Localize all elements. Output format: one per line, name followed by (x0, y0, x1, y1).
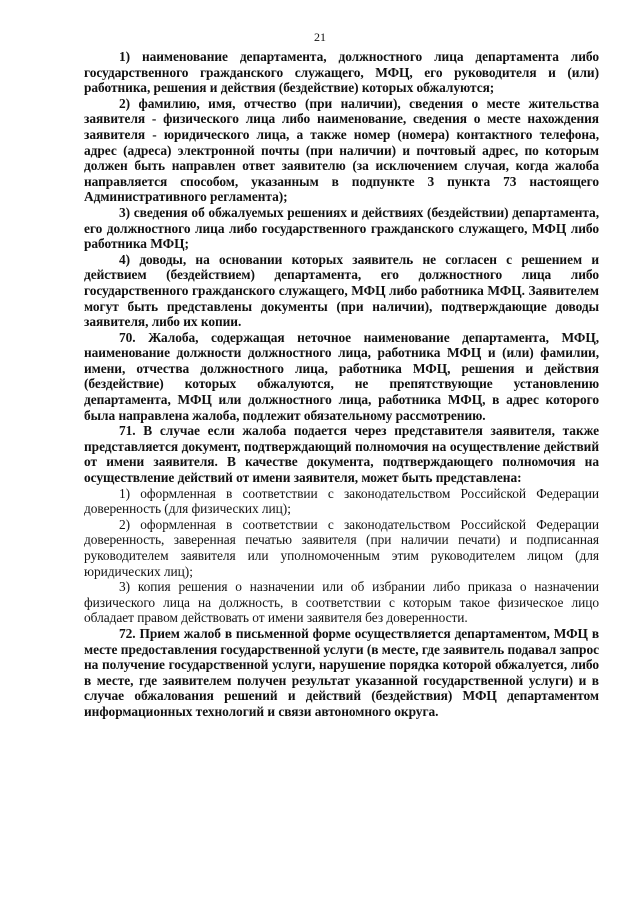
paragraph-71-item-1: 1) оформленная в соответствии с законодательством Российской Федерации доверенность (для физических лиц); (84, 485, 599, 517)
paragraph-71-item-3: 3) копия решения о назначении или об избрании либо приказа о назначении физического лица на должность, в соответствии с которым такое физическое лицо обладает правом действовать от имени заявителя без доверенности. (84, 579, 599, 626)
paragraph-item-1-department-name: 1) наименование департамента, должностного лица департамента либо государственного гражданского служащего, МФЦ, его руководителя и (или) работника, решения и действия (бездействие) которых обжалуются; (84, 49, 599, 96)
paragraph-clause-70: 70. Жалоба, содержащая неточное наименование департамента, МФЦ, наименование должности должностного лица, работника МФЦ и (или) фамилии, имени, отчества должностного лица, работника МФЦ, решения и действия (бездействие) которых обжалуются, не препятствующие установлению департамента, МФЦ или должностного лица, работника МФЦ, в адрес которого была направлена жалоба, подлежит обязательному рассмотрению. (84, 329, 599, 423)
paragraph-clause-71: 71. В случае если жалоба подается через представителя заявителя, также представляется документ, подтверждающий полномочия на осуществление действий от имени заявителя. В качестве документа, подтверждающего полномочия на осуществление действий от имени заявителя, может быть представлена: (84, 423, 599, 486)
page-number: 21 (314, 30, 326, 44)
paragraph-clause-72: 72. Прием жалоб в письменной форме осуществляется департаментом, МФЦ в месте предоставления государственной услуги (в месте, где заявитель подавал запрос на получение государственной услуги, нарушение порядка которой обжалуется, либо в месте, где заявителем получен результат указанной государственной услуги) и в случае обжалования решений и действий (бездействия) МФЦ департаментом информационных технологий и связи автономного округа. (84, 625, 599, 719)
document-body (84, 49, 599, 720)
paragraph-item-4-arguments: 4) доводы, на основании которых заявитель не согласен с решением и действием (бездействием) департамента, его должностного лица либо государственного гражданского служащего, МФЦ либо работника МФЦ. Заявителем могут быть представлены документы (при наличии), подтверждающие доводы заявителя, либо их копии. (84, 251, 599, 330)
paragraph-item-3-appealed-decisions: 3) сведения об обжалуемых решениях и действиях (бездействии) департамента, его должностного лица либо государственного гражданского служащего, МФЦ либо работника МФЦ; (84, 204, 599, 252)
paragraph-71-item-2: 2) оформленная в соответствии с законодательством Российской Федерации доверенность, заверенная печатью заявителя (при наличии печати) и подписанная руководителем заявителя или уполномоченным этим руководителем лицом (для юридических лиц); (84, 516, 599, 579)
paragraph-item-2-applicant-info: 2) фамилию, имя, отчество (при наличии), сведения о месте жительства заявителя - физического лица либо наименование, сведения о месте нахождения заявителя - юридического лица, а также номер (номера) контактного телефона, адрес (адреса) электронной почты (при наличии) и почтовый адрес, по которым должен быть направлен ответ заявителю (за исключением случая, когда жалоба направляется способом, указанным в подпункте 3 пункта 73 настоящего Административного регламента); (84, 95, 599, 205)
